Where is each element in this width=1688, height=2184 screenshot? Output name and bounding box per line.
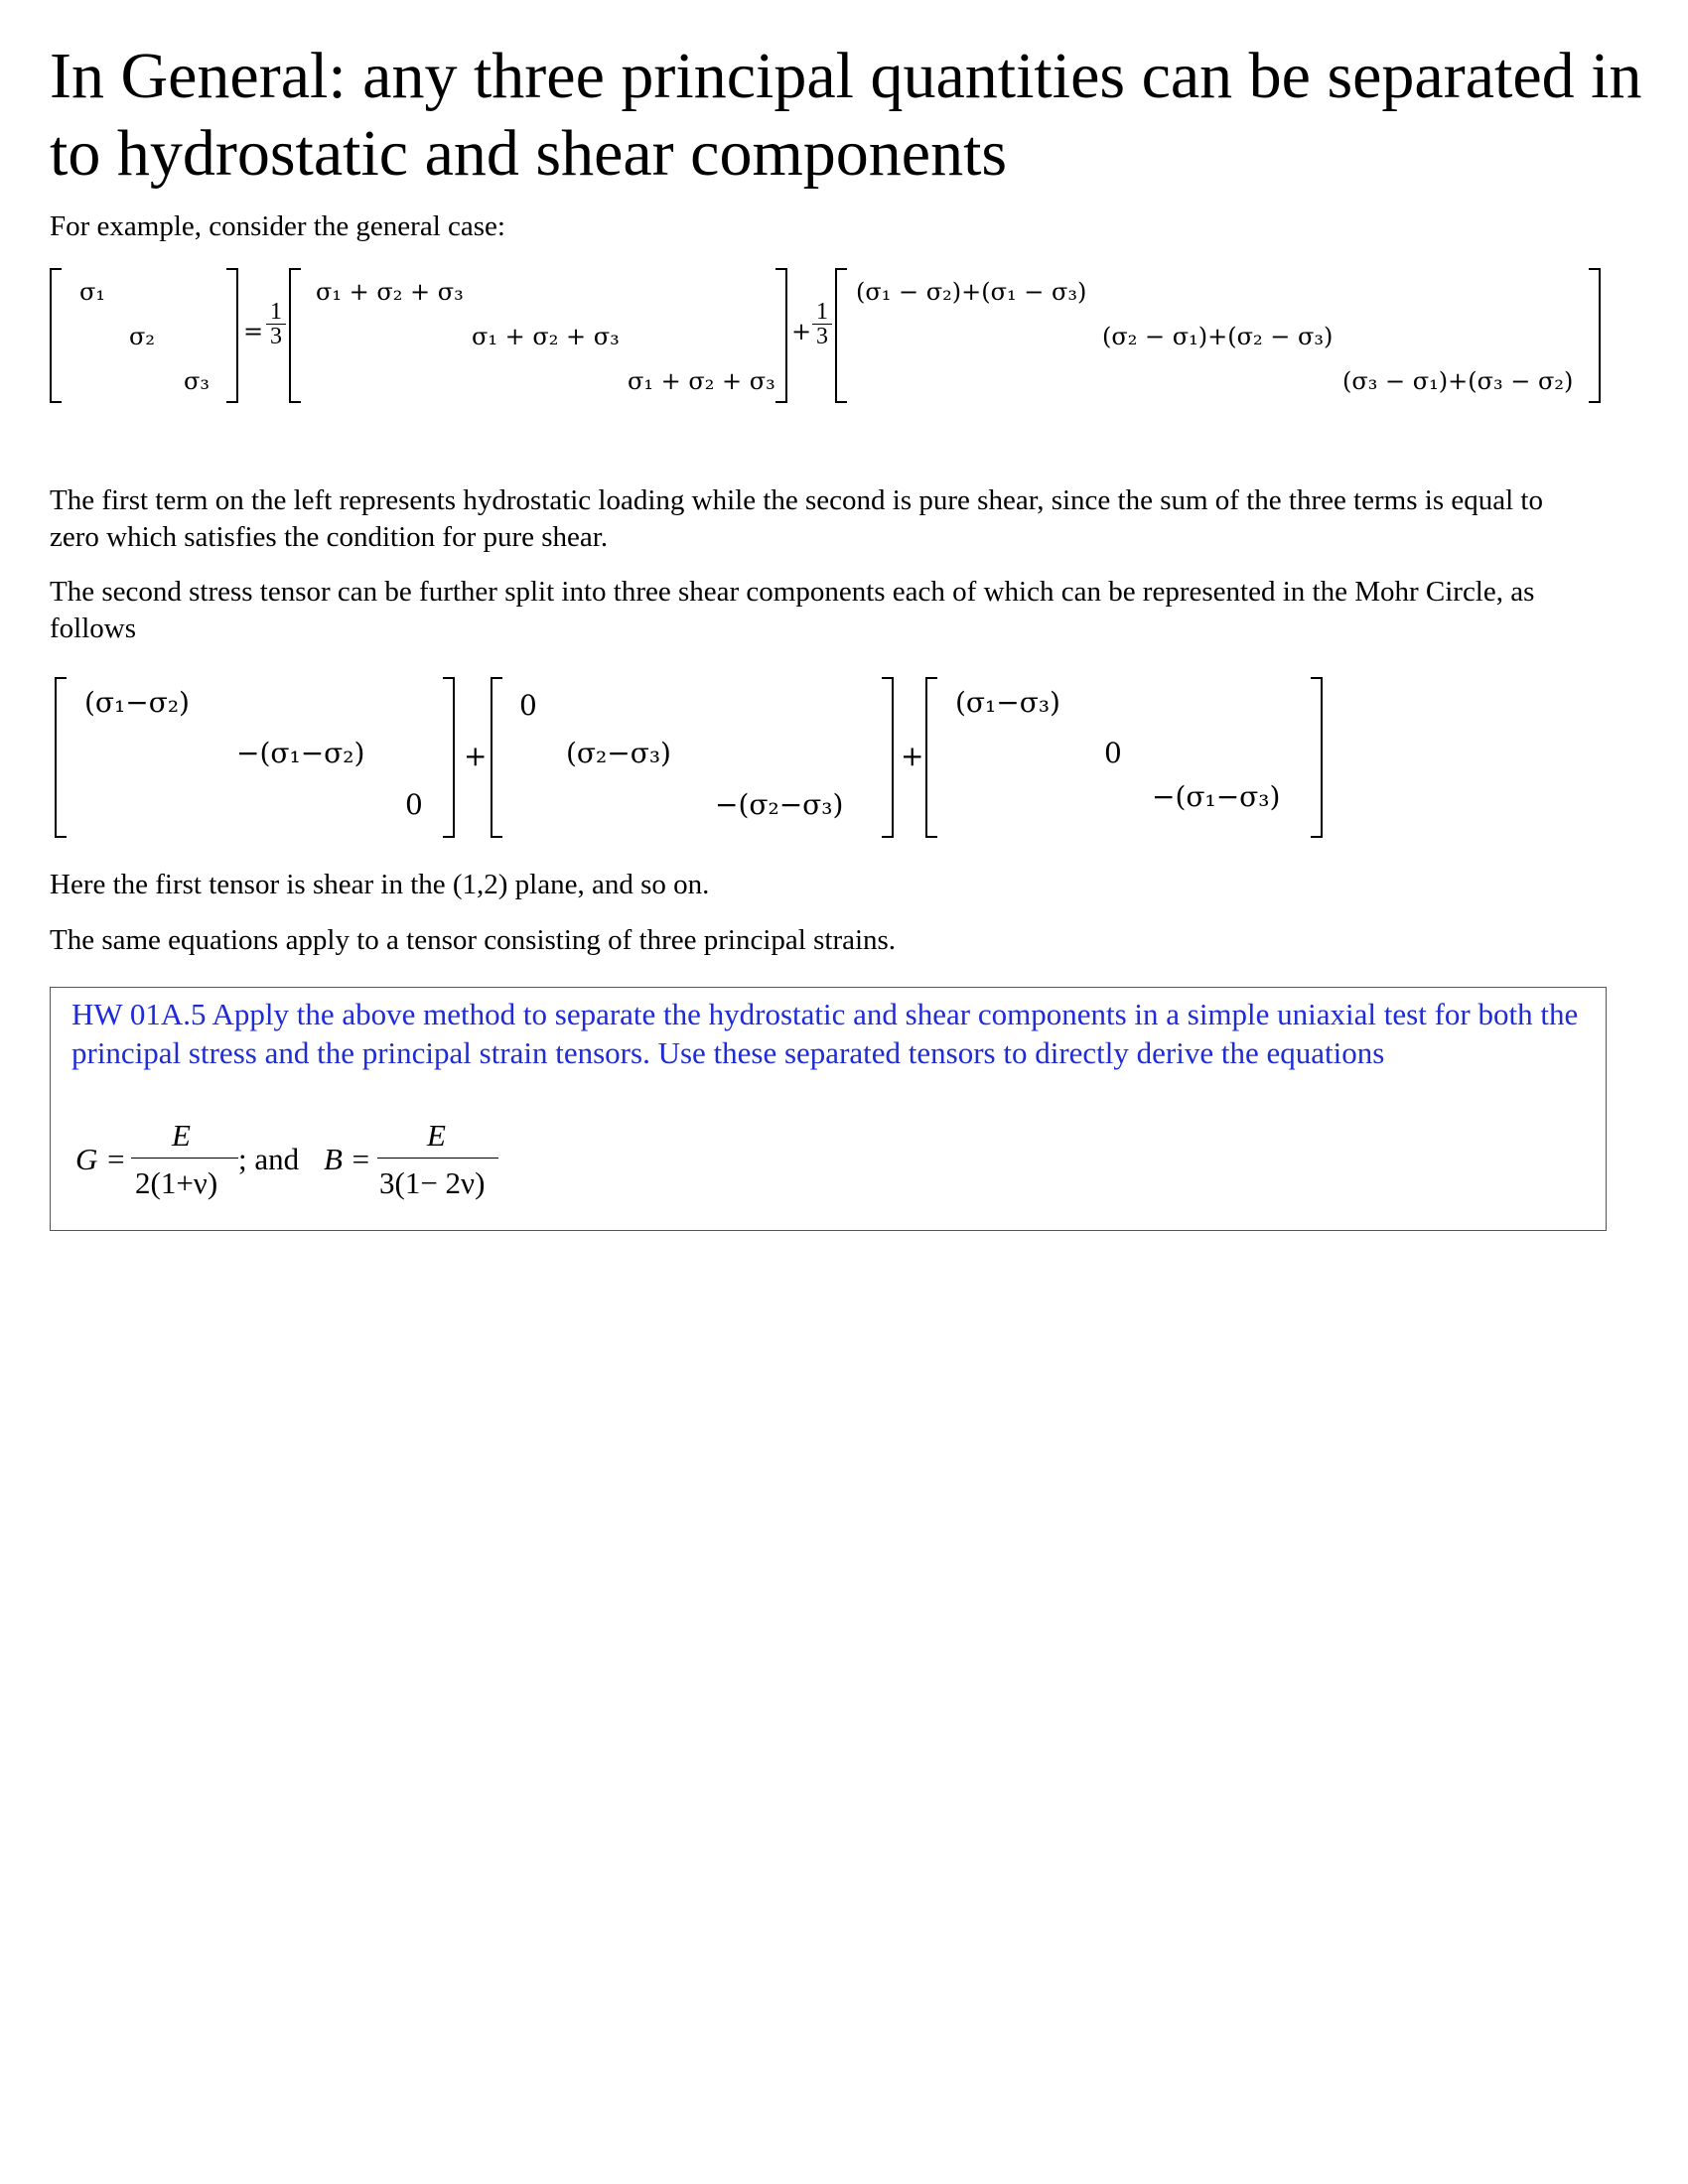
shear-right-bracket [1589,268,1601,403]
m1-entry-1: (σ₁−σ₂) [84,686,190,719]
m1-right-bracket [443,677,455,838]
shear-entry-2: (σ₂ − σ₁)+(σ₂ − σ₃) [1102,323,1334,350]
shear-left-bracket [835,268,847,403]
m2-entry-1: 0 [519,689,537,722]
frac-numerator: 1 [270,299,282,325]
m3-left-bracket [925,677,937,838]
m3-right-bracket [1311,677,1323,838]
shear-entry-1: (σ₁ − σ₂)+(σ₁ − σ₃) [856,278,1087,306]
plus-sign-3: + [901,740,924,772]
paragraph-hydrostatic-explanation: The first term on the left represents hydrostatic loading while the second is pure shear, since the sum of the three terms is equal to zero which satisfies the condition for pure shear. [50,484,1543,553]
m2-entry-2: (σ₂−σ₃) [566,737,671,769]
m3-entry-3: −(σ₁−σ₃) [1152,780,1281,813]
lhs-left-bracket [50,268,62,403]
hydro-entry-1: σ₁ + σ₂ + σ₃ [316,278,464,306]
one-third-fraction-1 [266,300,286,348]
g-fraction-bar [131,1158,238,1159]
frac-denominator: 3 [270,324,282,349]
one-third-fraction-2 [812,300,832,348]
plus-sign-2: + [464,740,488,772]
page-title: In General: any three principal quantities can be separated in to hydrostatic and shear components [50,40,1642,190]
lhs-right-bracket [226,268,238,403]
m2-left-bracket [491,677,502,838]
m2-right-bracket [882,677,894,838]
lhs-entry-3: σ₃ [184,367,211,395]
b-numerator: E [427,1118,446,1153]
g-lhs: G = [75,1142,127,1176]
frac-denominator: 3 [816,324,828,349]
equals-sign: = [243,318,264,345]
m2-entry-3: −(σ₂−σ₃) [715,788,844,821]
shear-entry-3: (σ₃ − σ₁)+(σ₃ − σ₂) [1342,367,1574,395]
g-numerator: E [172,1118,191,1153]
b-lhs: B = [324,1142,371,1176]
paragraph-first-tensor: Here the first tensor is shear in the (1,2) plane, and so on. [50,869,710,900]
and-text: ; and [238,1142,300,1176]
hydro-entry-2: σ₁ + σ₂ + σ₃ [472,323,620,350]
lhs-entry-2: σ₂ [129,323,156,350]
m1-left-bracket [55,677,67,838]
plus-sign-1: + [791,318,812,345]
m3-entry-2: 0 [1104,737,1122,769]
paragraph-mohr-circle: The second stress tensor can be further split into three shear components each of which can be represented in the Mohr Circle, as follows [50,576,1535,644]
lhs-entry-1: σ₁ [79,278,106,306]
frac-numerator: 1 [816,299,828,325]
b-denominator: 3(1− 2ν) [379,1165,486,1200]
hydro-entry-3: σ₁ + σ₂ + σ₃ [628,367,775,395]
m3-entry-1: (σ₁−σ₃) [955,686,1060,719]
g-denominator: 2(1+ν) [135,1165,218,1200]
hydro-right-bracket [775,268,787,403]
b-fraction-bar [377,1158,498,1159]
intro-text: For example, consider the general case: [50,210,505,242]
paragraph-strain-note: The same equations apply to a tensor consisting of three principal strains. [50,924,897,956]
homework-text: HW 01A.5 Apply the above method to separate the hydrostatic and shear components in a simple uniaxial test for both the principal stress and the principal strain tensors. Use these separated tensors to directly derive the equations [71,997,1579,1070]
m1-entry-2: −(σ₁−σ₂) [236,737,365,769]
hydro-left-bracket [289,268,301,403]
m1-entry-3: 0 [405,788,423,821]
